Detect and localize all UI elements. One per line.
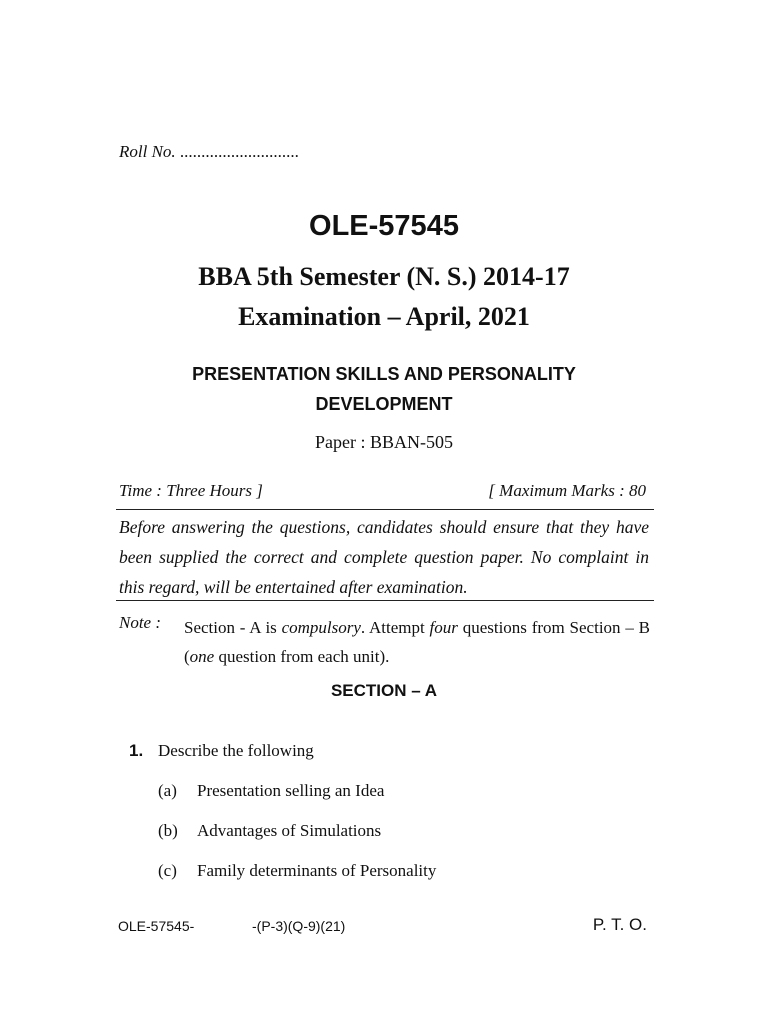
sub-question-label: (a) [158, 781, 177, 800]
footer-reference: -(P-3)(Q-9)(21) [252, 918, 346, 934]
note-part-3: questions from Section – B ( [184, 618, 650, 666]
question-number: 1. [129, 741, 144, 760]
subject-title-line-2: DEVELOPMENT [315, 394, 453, 414]
question-text: Describe the following [158, 741, 314, 760]
paper-number: Paper : BBAN-505 [315, 432, 453, 452]
course-title: BBA 5th Semester (N. S.) 2014-17 [198, 262, 570, 291]
roll-number-label: Roll No. [119, 142, 176, 161]
sub-question-label: (c) [158, 861, 177, 880]
subject-title-line-1: PRESENTATION SKILLS AND PERSONALITY [192, 364, 576, 384]
note-compulsory: compulsory [281, 618, 361, 637]
exam-title: Examination – April, 2021 [238, 302, 530, 331]
sub-question-text: Advantages of Simulations [197, 821, 382, 840]
roll-number-field [119, 142, 299, 162]
sub-question-text: Family determinants of Personality [197, 861, 437, 880]
note-label: Note : [119, 613, 162, 632]
sub-question-text: Presentation selling an Idea [197, 781, 385, 800]
sub-question-label: (b) [158, 821, 178, 840]
note-text [184, 613, 650, 671]
roll-number-blank: ............................ [175, 142, 299, 161]
maximum-marks: [ Maximum Marks : 80 [488, 481, 646, 500]
section-a-heading: SECTION – A [330, 681, 438, 700]
note-one: one [189, 647, 215, 666]
bottom-divider [116, 600, 654, 601]
time-allowed: Time : Three Hours ] [119, 481, 263, 500]
note-four: four [429, 618, 458, 637]
please-turn-over: P. T. O. [592, 915, 647, 934]
note-part-4: question from each unit). [214, 647, 390, 666]
candidate-instructions: Before answering the questions, candidates should ensure that they have been supplied the correct and complete question paper. No complaint in this regard, will be entertained after examination. [119, 517, 649, 597]
paper-code-title: OLE-57545 [309, 210, 459, 242]
note-part-2: . Attempt [360, 618, 430, 637]
note-part-1: Section - A is [184, 618, 282, 637]
footer-paper-code: OLE-57545- [118, 918, 195, 934]
top-divider [116, 509, 654, 510]
